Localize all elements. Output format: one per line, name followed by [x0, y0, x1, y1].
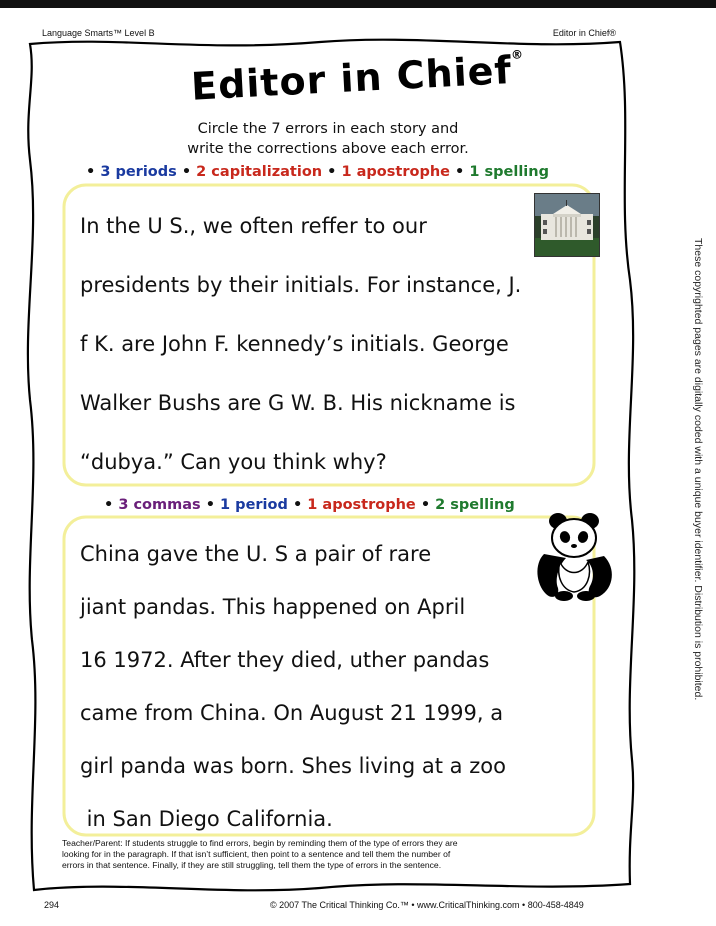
story2-line: jiant pandas. This happened on April: [80, 595, 466, 619]
story2-legend-commas: 3 commas: [118, 497, 201, 513]
story1-line: In the U S., we often reffer to our: [80, 214, 427, 238]
instructions-line-2: write the corrections above each error.: [187, 141, 469, 157]
story1-line: presidents by their initials. For instance, J.: [80, 273, 522, 297]
story1-line: f K. are John F. kennedy’s initials. George: [80, 332, 509, 356]
header-book-level: Language Smarts™ Level B: [42, 28, 155, 38]
story1-legend-periods: 3 periods: [100, 164, 177, 180]
story1-legend-capitalization: 2 capitalization: [196, 164, 323, 180]
copyright-footer: © 2007 The Critical Thinking Co.™ • www.CriticalThinking.com • 800-458-4849: [270, 900, 584, 910]
story2-legend-spelling: 2 spelling: [435, 497, 515, 513]
story2-line: girl panda was born. Shes living at a zoo: [80, 754, 506, 778]
instructions-line-1: Circle the 7 errors in each story and: [197, 121, 459, 137]
note-line: Teacher/Parent: If students struggle to find errors, begin by reminding them of the type of errors they are: [62, 838, 458, 848]
side-notice-text: These copyrighted pages are digitally coded with a unique buyer identifier. Distribution is prohibited.: [692, 238, 704, 701]
teacher-parent-note: [62, 838, 582, 871]
title-text: Editor in Chief: [190, 47, 513, 109]
story2-legend-apostrophe: 1 apostrophe: [307, 497, 416, 513]
story1-line: Walker Bushs are G W. B. His nickname is: [80, 391, 516, 415]
story2-line: 16 1972. After they died, uther pandas: [80, 648, 490, 672]
panda-icon: [530, 512, 616, 602]
white-house-image: [534, 193, 600, 257]
note-line: looking for in the paragraph. If that isn’t sufficient, then point to a sentence and tell them the number of: [62, 849, 451, 859]
story2-line: came from China. On August 21 1999, a: [80, 701, 504, 725]
story1-legend-apostrophe: 1 apostrophe: [341, 164, 450, 180]
note-line: errors in that sentence. Finally, if they are still struggling, tell them the type of errors in the sentence.: [62, 860, 442, 870]
side-copyright-notice: [690, 238, 704, 701]
page-title: [0, 47, 716, 109]
story1-legend-spelling: 1 spelling: [469, 164, 549, 180]
story2-legend-period: 1 period: [220, 497, 288, 513]
story2-line: China gave the U. S a pair of rare: [80, 542, 432, 566]
story1-line: “dubya.” Can you think why?: [80, 450, 387, 474]
story2-error-legend: • 3 commas • 1 period • 1 apostrophe • 2 spelling: [104, 497, 515, 513]
header-activity-name: Editor in Chief®: [552, 28, 616, 38]
story2-line: in San Diego California.: [80, 807, 333, 831]
title-registered-mark: ®: [510, 47, 525, 62]
story1-error-legend: • 3 periods • 2 capitalization • 1 apostrophe • 1 spelling: [86, 164, 549, 180]
page-number: 294: [44, 900, 60, 910]
instructions: [0, 119, 656, 159]
